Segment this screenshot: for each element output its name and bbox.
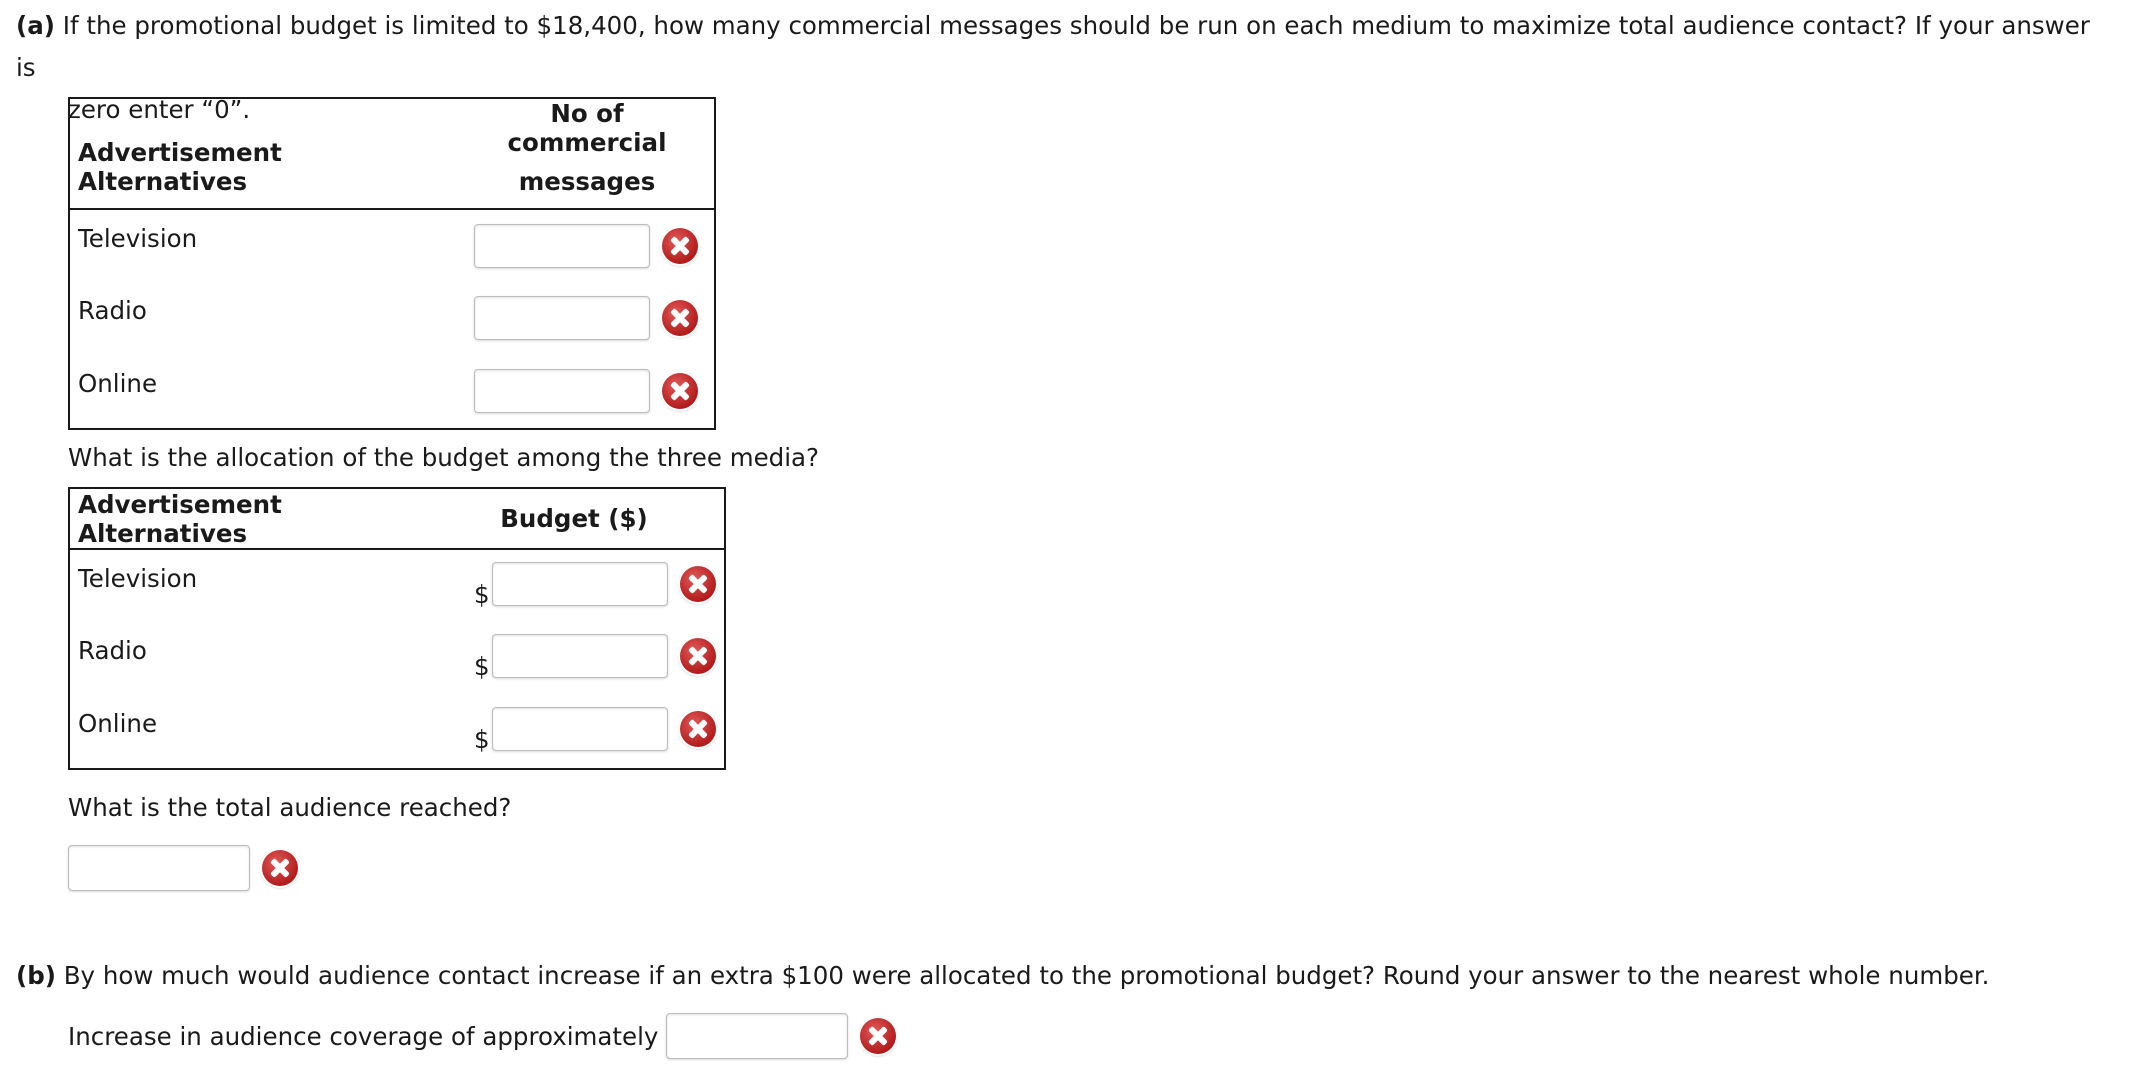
budget-col1-header: Advertisement Alternatives [78,489,282,548]
messages-table [68,97,716,430]
incorrect-x-icon [680,711,716,747]
messages-col2-header: No of commercial messages [507,99,667,196]
total-audience-question: What is the total audience reached? [68,793,512,822]
part-b-label: (b) [16,961,56,990]
row-label: Online [78,369,158,398]
budget-row-radio [69,622,725,695]
row-label: Television [78,224,198,253]
incorrect-x-icon [662,373,698,409]
currency-symbol: $ [474,724,490,754]
incorrect-x-icon [662,300,698,336]
total-audience-input[interactable] [68,845,250,891]
part-a-question-line2: zero enter “0”. [68,95,251,124]
incorrect-x-icon [680,638,716,674]
incorrect-x-icon [680,566,716,602]
part-b-answer [68,1013,896,1059]
incorrect-x-icon [662,228,698,264]
row-label: Television [78,564,198,593]
total-audience-answer [68,845,298,891]
row-label: Radio [78,296,147,325]
part-a-label: (a) [16,11,55,40]
budget-col2-header: Budget ($) [500,504,648,533]
currency-symbol: $ [474,651,490,681]
messages-row-radio [69,282,715,355]
messages-row-online [69,355,715,429]
part-b-answer-prefix: Increase in audience coverage of approximately [68,1021,659,1051]
television-budget-input[interactable] [492,562,668,606]
television-messages-input[interactable] [474,224,650,268]
allocation-question: What is the allocation of the budget among the three media? [68,443,820,472]
row-label: Radio [78,636,147,665]
part-a-question-line1: If the promotional budget is limited to $18,400, how many commercial messages should be run on each medium to maximize total audience contact? If your answer is [16,11,2090,82]
radio-budget-input[interactable] [492,634,668,678]
row-label: Online [78,709,158,738]
online-messages-input[interactable] [474,369,650,413]
online-budget-input[interactable] [492,707,668,751]
radio-messages-input[interactable] [474,296,650,340]
part-b-question-text: By how much would audience contact increase if an extra $100 were allocated to the promotional budget? Round your answer to the nearest whole number. [63,961,1990,990]
incorrect-x-icon [860,1018,896,1054]
audience-increase-input[interactable] [666,1013,848,1059]
budget-row-television [69,549,725,622]
messages-col1-header: Advertisement Alternatives [78,138,282,196]
part-b-question [16,955,2116,997]
messages-row-television [69,209,715,282]
budget-row-online [69,695,725,769]
budget-table [68,487,726,770]
currency-symbol: $ [474,579,490,609]
incorrect-x-icon [262,850,298,886]
